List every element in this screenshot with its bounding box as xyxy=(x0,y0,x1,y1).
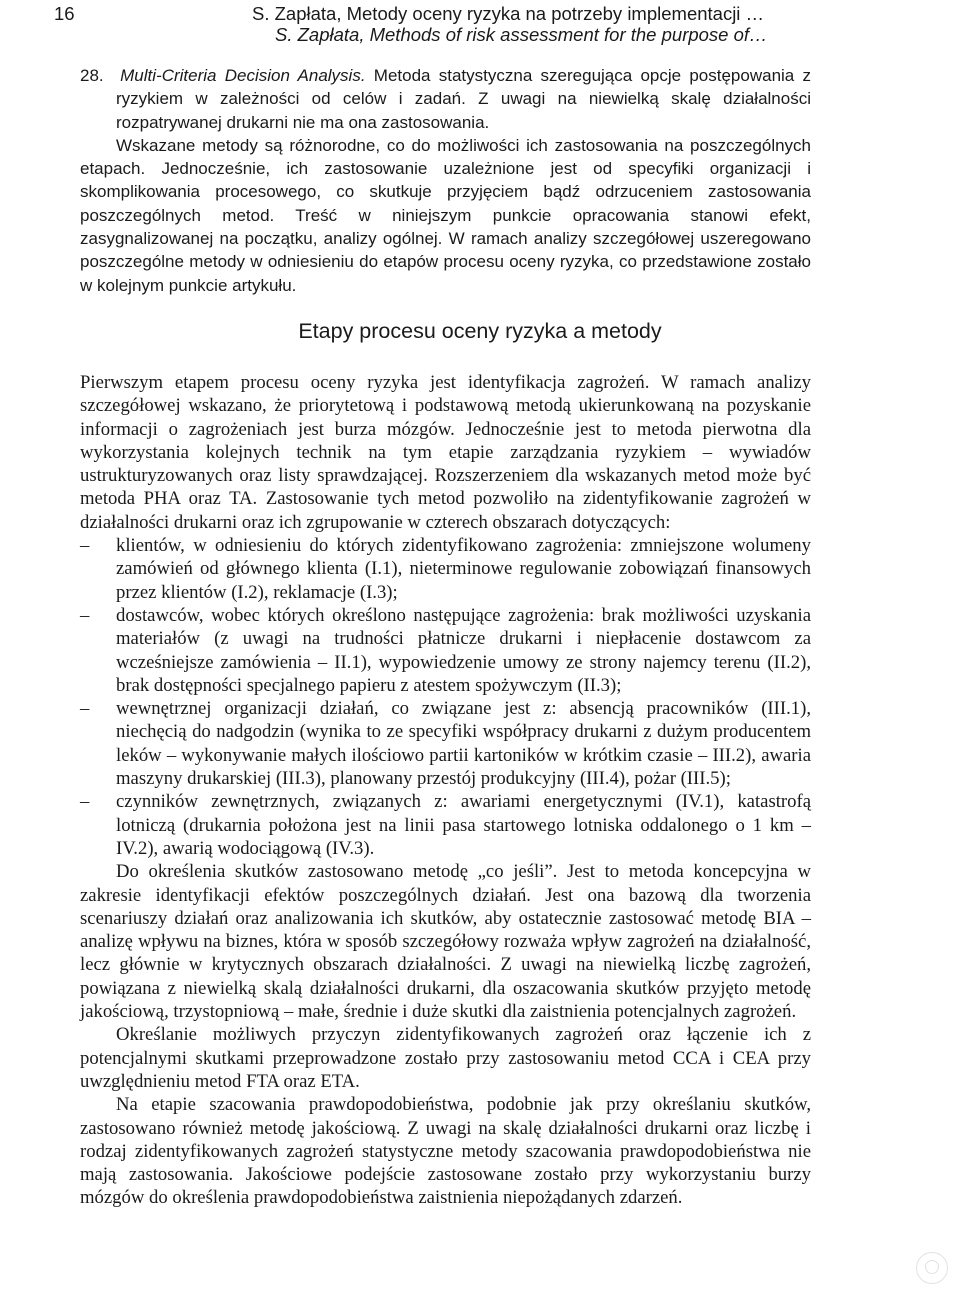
page-number: 16 xyxy=(54,3,75,24)
dash-marker: – xyxy=(80,791,90,813)
watermark-inner-icon xyxy=(925,1260,939,1274)
paragraph: Pierwszym etapem procesu oceny ryzyka jest identyfikacja zagrożeń. W ramach analizy szczegółowej wskazano, że priorytetową i podstawową metodą ukierunkowaną na pozyskanie informacji o zagrożeniach jest burza mózgów. Jednocześnie jest to metoda pierwotna dla wykorzystania kolejnych technik na tym etapie zarządzania ryzykiem – wywiadów ustrukturyzowanych oraz listy sprawdzającej. Rozszerzeniem dla wskazanych metod może być metoda PHA oraz TA. Zastosowanie tych metod pozwoliło na zidentyfikowanie zagrożeń w działalności drukarni oraz ich zgrupowanie w czterech obszarach dotyczących: xyxy=(80,372,811,533)
running-header-english: S. Zapłata, Methods of risk assessment for the purpose of… xyxy=(275,24,768,45)
running-header-polish: S. Zapłata, Metody oceny ryzyka na potrzeby implementacji … xyxy=(252,3,765,24)
hazard-list xyxy=(80,534,811,860)
paragraph-intro: Wskazane metody są różnorodne, co do możliwości ich zastosowania na poszczególnych etapach. Jednocześnie, ich zastosowanie uzależnione jest od specyfiki organizacji i skomplikowania procesowego, co skutkuje przyjęciem bądź odrzuceniem zastosowania poszczególnych metod. Treść w niniejszym punkcie opracowania stanowi efekt, zasygnalizowanej na początku, analizy ogólnej. W ramach analizy szczegółowej uszeregowano poszczególne metody w odniesieniu do etapów procesu oceny ryzyka, co przedstawione zostało w kolejnym punkcie artykułu. xyxy=(80,135,811,295)
section-body xyxy=(80,371,811,1210)
list-item-text: klientów, w odniesieniu do których zidentyfikowano zagrożenia: zmniejszone wolumeny zamówień od głównego klienta (I.1), nieterminowe regulowanie zobowiązań finansowych przez klientów (I.2), reklamacje (I.3); xyxy=(116,535,811,603)
paragraph: Na etapie szacowania prawdopodobieństwa, podobnie jak przy określaniu skutków, zastosowano również metodę jakościową. Z uwagi na skalę działalności drukarni oraz liczbę i rodzaj zidentyfikowanych zagrożeń statystyczne metody szacowania prawdopodobieństwa nie mają zastosowania. Jakościowe podejście zastosowane zostało przy wykorzystaniu burzy mózgów do określenia prawdopodobieństwa zaistnienia niepożądanych zdarzeń. xyxy=(80,1094,811,1209)
text-block-top xyxy=(80,64,811,297)
section-title: Etapy procesu oceny ryzyka a metody xyxy=(298,319,662,343)
dash-marker: – xyxy=(80,535,90,557)
list-item-28 xyxy=(80,64,811,134)
list-item-text: wewnętrznej organizacji działań, co związane jest z: absencją pracowników (III.1), niechęcią do nadgodzin (wynika to ze specyfiki współpracy drukarni z dużym producentem leków – wykonywanie małych ilościowo partii kartoników w krótkim czasie – III.2), awaria maszyny drukarskiej (III.3), planowany przestój produkcyjny (III.4), pożar (III.5); xyxy=(116,698,811,790)
list-item-text: dostawców, wobec których określono następujące zagrożenia: brak możliwości uzyskania materiałów (z uwagi na trudności płatnicze drukarni i niepłacenie dostawcom za wcześniejsze zamówienia – II.1), wypowiedzenie umowy ze strony najemcy terenu (II.2), brak dostępności specjalnego papieru z atestem spożywczym (II.3); xyxy=(116,604,811,696)
list-item xyxy=(80,697,811,790)
paragraph: Do określenia skutków zastosowano metodę „co jeśli”. Jest to metoda koncepcyjna w zakresie identyfikacji efektów poszczególnych działań. Jest ona bazową dla tworzenia scenariuszy działań oraz analizowania ich skutków, aby ostatecznie zastosować metodę BIA – analizę wpływu na biznes, która w sposób szczegółowy rozważa wpływ zagrożeń na działalność, lecz głównie w krytycznych obszarach działalności. Z uwagi na niewielką liczbę zagrożeń, powiązana z niewielką skalą działalności drukarni, dla oszacowania skutków przyjęto metodę jakościową, trzystopniową – małe, średnie i duże skutki dla zaistnienia potencjalnych zagrożeń. xyxy=(80,861,811,1023)
list-item xyxy=(80,790,811,860)
item-title: Multi-Criteria Decision Analysis. xyxy=(120,66,366,85)
list-item xyxy=(80,604,811,697)
paragraph: Określanie możliwych przyczyn zidentyfikowanych zagrożeń oraz łączenie ich z potencjalnymi skutkami przeprowadzone zostało przy zastosowaniu metod CCA i CEA przy uwzględnieniu metod FTA oraz ETA. xyxy=(80,1024,811,1092)
list-item xyxy=(80,534,811,604)
list-item-text: czynników zewnętrznych, związanych z: awariami energetycznymi (IV.1), katastrofą lotniczą (drukarnia położona jest na linii pasa startowego lotniska oddalonego o 1 km – IV.2), awarią wodociągową (IV.3). xyxy=(116,791,811,859)
dash-marker: – xyxy=(80,604,90,626)
dash-marker: – xyxy=(80,698,90,720)
item-number: 28. xyxy=(80,66,104,85)
watermark-icon xyxy=(916,1252,948,1284)
item-text: Metoda statystyczna szeregująca opcje postępowania z ryzykiem w zależności od celów i zadań. Z uwagi na niewielką skalę działalności rozpatrywanej drukarni nie ma ona zastosowania. xyxy=(116,66,811,132)
